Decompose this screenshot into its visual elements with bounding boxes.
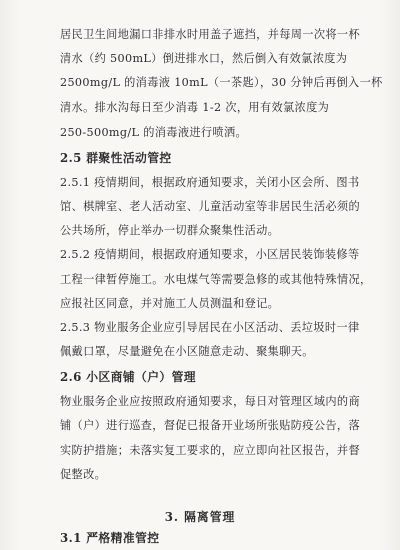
text-line: 2500mg/L 的消毒液 10mL（一茶匙），30 分钟后再倒入一杯 [60, 76, 383, 89]
section-heading-3-1: 3.1 严格精准管控 [60, 531, 160, 545]
text-line: 工程一律暂停施工。水电煤气等需要急修的或其他特殊情况， [60, 273, 372, 286]
text-line: 清水。排水沟每日至少消毒 1-2 次，用有效氯浓度为 [60, 101, 330, 114]
text-line: 2.5.3 物业服务企业应引导居民在小区活动、丢垃圾时一律 [60, 321, 360, 334]
text-line: 2.5.2 疫情期间，根据政府通知要求，小区居民装饰装修等 [60, 248, 360, 261]
section-heading-3: 3. 隔离管理 [164, 510, 236, 524]
text-line: 促整改。 [60, 468, 107, 481]
section-heading-2-6: 2.6 小区商铺（户）管理 [60, 370, 197, 384]
text-line: 物业服务企业应按照政府通知要求，每日对管理区域内的商 [60, 395, 360, 408]
text-line: 应报社区同意，并对施工人员测温和登记。 [60, 297, 280, 310]
text-line: 清水（约 500mL）倒进排水口，然后倒入有效氯浓度为 [60, 52, 348, 65]
text-line: 2.5.1 疫情期间，根据政府通知要求，关闭小区会所、图书 [60, 176, 360, 189]
text-line: 250-500mg/L 的消毒液进行喷洒。 [60, 126, 248, 139]
text-line: 实防护措施；未落实复工要求的，应立即向社区报告，并督 [60, 444, 360, 457]
section-heading-2-5: 2.5 群聚性活动管控 [60, 151, 172, 165]
text-line: 佩戴口罩，尽量避免在小区随意走动、聚集聊天。 [60, 345, 314, 358]
text-line: 居民卫生间地漏口非排水时用盖子遮挡，并每周一次将一杯 [60, 28, 360, 41]
text-line: 馆、棋牌室、老人活动室、儿童活动室等非居民生活必须的 [60, 200, 360, 213]
text-line: 铺（户）进行巡查，督促已报备开业场所张贴防疫公告，落 [60, 419, 360, 432]
text-line: 公共场所，停止举办一切群众聚集性活动。 [60, 224, 280, 237]
